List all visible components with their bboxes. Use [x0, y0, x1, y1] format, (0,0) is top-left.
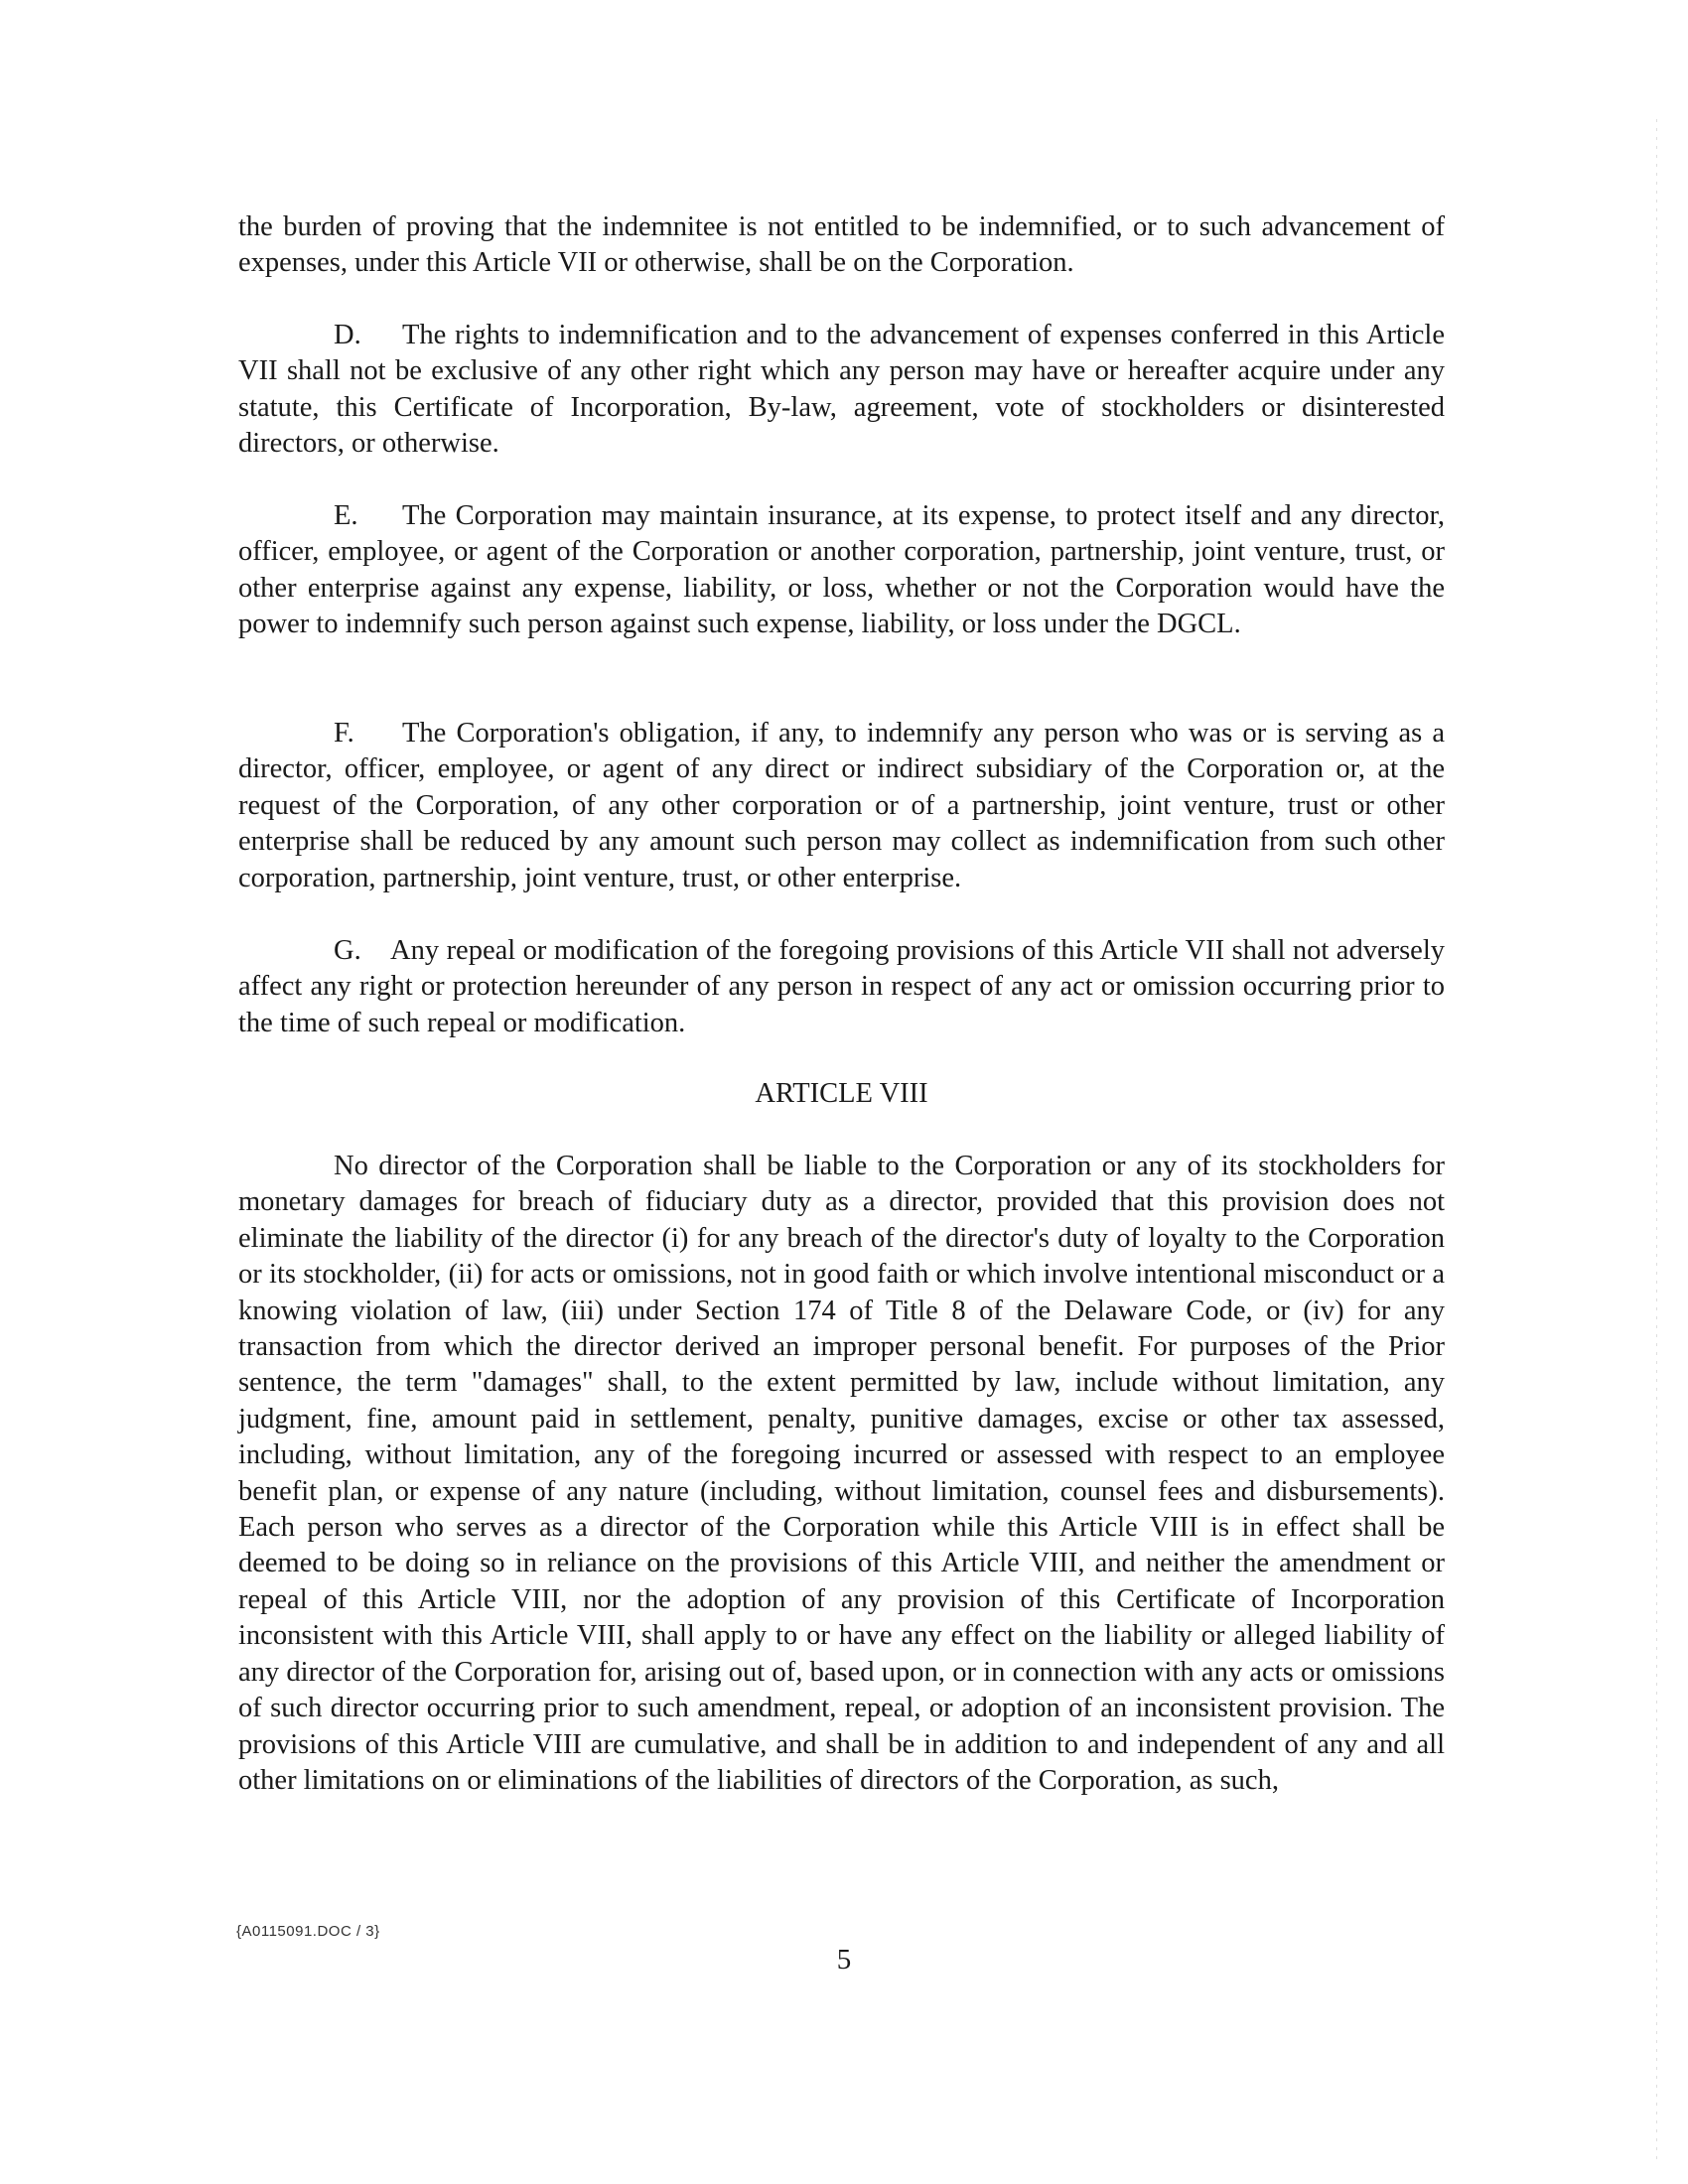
document-reference: {A0115091.DOC / 3} [236, 1923, 380, 1940]
paragraph-e-label: E. [334, 500, 358, 531]
paragraph-f-label: F. [334, 718, 354, 749]
paragraph-g [238, 933, 1445, 1041]
scan-edge-artifact [1656, 119, 1657, 2164]
paragraph-f [238, 716, 1445, 896]
paragraph-d-text: The rights to indemnification and to the advancement of expenses conferred in this Article VII shall not be exclusive of any other right which any person may have or hereafter acquire under any statute, this Certificate of Incorporation, By-law, agreement, vote of stockholders or disinterested directors, or otherwise. [238, 320, 1445, 460]
paragraph-e [238, 498, 1445, 643]
continuation-text: the burden of proving that the indemnitee is not entitled to be indemnified, or to such advancement of expenses, under this Article VII or otherwise, shall be on the Corporation. [238, 211, 1445, 279]
article-viii-heading: ARTICLE VIII [755, 1078, 928, 1109]
paragraph-d-label: D. [334, 320, 361, 350]
paragraph-f-text: The Corporation's obligation, if any, to indemnify any person who was or is serving as a director, officer, employee, or agent of any direct or indirect subsidiary of the Corporation or, at the request of the Corporation, of any other corporation or of a partnership, joint venture, trust or other enterprise shall be reduced by any amount such person may collect as indemnification from such other corporation, partnership, joint venture, trust, or other enterprise. [238, 718, 1445, 893]
paragraph-g-text: Any repeal or modification of the foregoing provisions of this Article VII shall not adversely affect any right or protection hereunder of any person in respect of any act or omission occurring prior to the time of such repeal or modification. [238, 935, 1445, 1038]
paragraph-g-label: G. [334, 935, 361, 966]
page-number: 5 [836, 1944, 852, 1976]
paragraph-d [238, 318, 1445, 463]
article-viii-text: No director of the Corporation shall be liable to the Corporation or any of its stockholders for monetary damages for breach of fiduciary duty as a director, provided that this provision does not eliminate the liability of the director (i) for any breach of the director's duty of loyalty to the Corporation or its stockholder, (ii) for acts or omissions, not in good faith or which involve intentional misconduct or a knowing violation of law, (iii) under Section 174 of Title 8 of the Delaware Code, or (iv) for any transaction from which the director derived an improper personal benefit. For purposes of the Prior sentence, the term "damages" shall, to the extent permitted by law, include without limitation, any judgment, fine, amount paid in settlement, penalty, punitive damages, excise or other tax assessed, including, without limitation, any of the foregoing incurred or assessed with respect to an employee benefit plan, or expense of any nature (including, without limitation, counsel fees and disbursements). Each person who serves as a director of the Corporation while this Article VIII is in effect shall be deemed to be doing so in reliance on the provisions of this Article VIII, and neither the amendment or repeal of this Article VIII, nor the adoption of any provision of this Certificate of Incorporation inconsistent with this Article VIII, shall apply to or have any effect on the liability or alleged liability of any director of the Corporation for, arising out of, based upon, or in connection with any acts or omissions of such director occurring prior to such amendment, repeal, or adoption of an inconsistent provision. The provisions of this Article VIII are cumulative, and shall be in addition to and independent of any and all other limitations on or eliminations of the liabilities of directors of the Corporation, as such, [238, 1151, 1445, 1796]
article-viii-paragraph [238, 1149, 1445, 1799]
paragraph-e-text: The Corporation may maintain insurance, at its expense, to protect itself and any director, officer, employee, or agent of the Corporation or another corporation, partnership, joint venture, trust, or other enterprise against any expense, liability, or loss, whether or not the Corporation would have the power to indemnify such person against such expense, liability, or loss under the DGCL. [238, 500, 1445, 640]
continuation-paragraph [238, 209, 1445, 282]
